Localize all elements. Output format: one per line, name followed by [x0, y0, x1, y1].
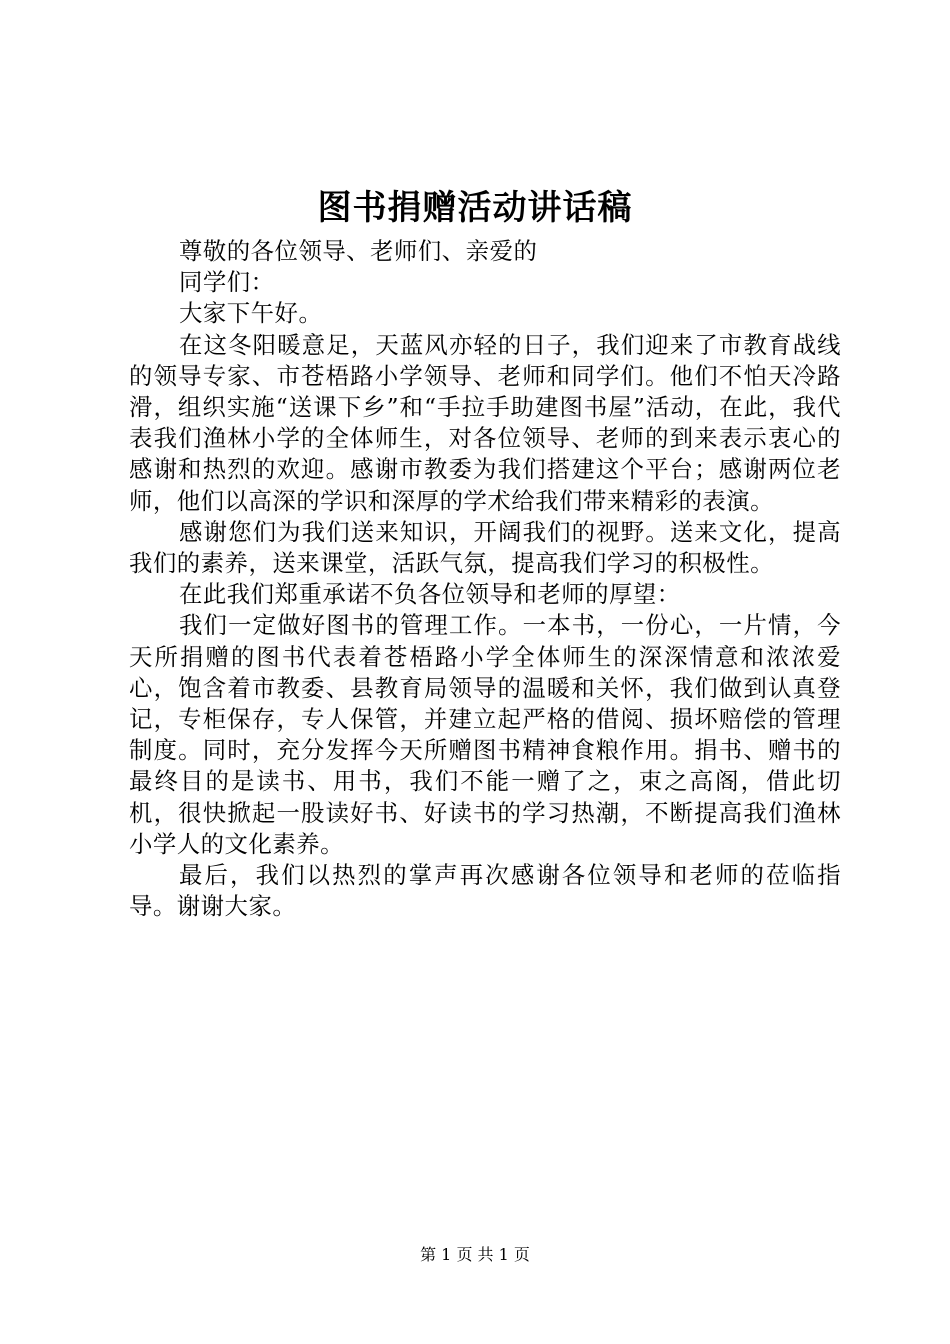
body-paragraph: 我们一定做好图书的管理工作。一本书，一份心，一片情，今天所捐赠的图书代表着苍梧路小学全体师生的深深情意和浓浓爱心，饱含着市教委、县教育局领导的温暖和关怀，我们做到认真登记，专柜保存，专人保管，并建立起严格的借阅、损坏赔偿的管理制度。同时，充分发挥今天所赠图书精神食粮作用。捐书、赠书的最终目的是读书、用书，我们不能一赠了之，束之高阁，借此切机，很快掀起一股读好书、好读书的学习热潮，不断提高我们渔林小学人的文化素养。 [129, 611, 841, 858]
document-title: 图书捐赠活动讲话稿 [317, 188, 633, 228]
salutation-line-2: 同学们： [179, 268, 275, 297]
document-body [129, 236, 841, 922]
page-number-footer: 第 1 页 共 1 页 [420, 1245, 530, 1264]
salutation-line-1: 尊敬的各位领导、老师们、亲爱的 [179, 237, 538, 265]
greeting: 大家下午好。 [179, 299, 323, 328]
body-paragraph: 感谢您们为我们送来知识，开阔我们的视野。送来文化，提高我们的素养，送来课堂，活跃气氛，提高我们学习的积极性。 [129, 517, 841, 578]
closing-paragraph: 最后，我们以热烈的掌声再次感谢各位领导和老师的莅临指导。谢谢大家。 [129, 861, 841, 921]
body-paragraph: 在这冬阳暖意足，天蓝风亦轻的日子，我们迎来了市教育战线的领导专家、市苍梧路小学领导、老师和同学们。他们不怕天冷路滑，组织实施“送课下乡”和“手拉手助建图书屋”活动，在此，我代表我们渔林小学的全体师生，对各位领导、老师的到来表示衷心的感谢和热烈的欢迎。感谢市教委为我们搭建这个平台；感谢两位老师，他们以高深的学识和深厚的学术给我们带来精彩的表演。 [129, 330, 841, 515]
body-paragraph: 在此我们郑重承诺不负各位领导和老师的厚望： [179, 580, 681, 609]
